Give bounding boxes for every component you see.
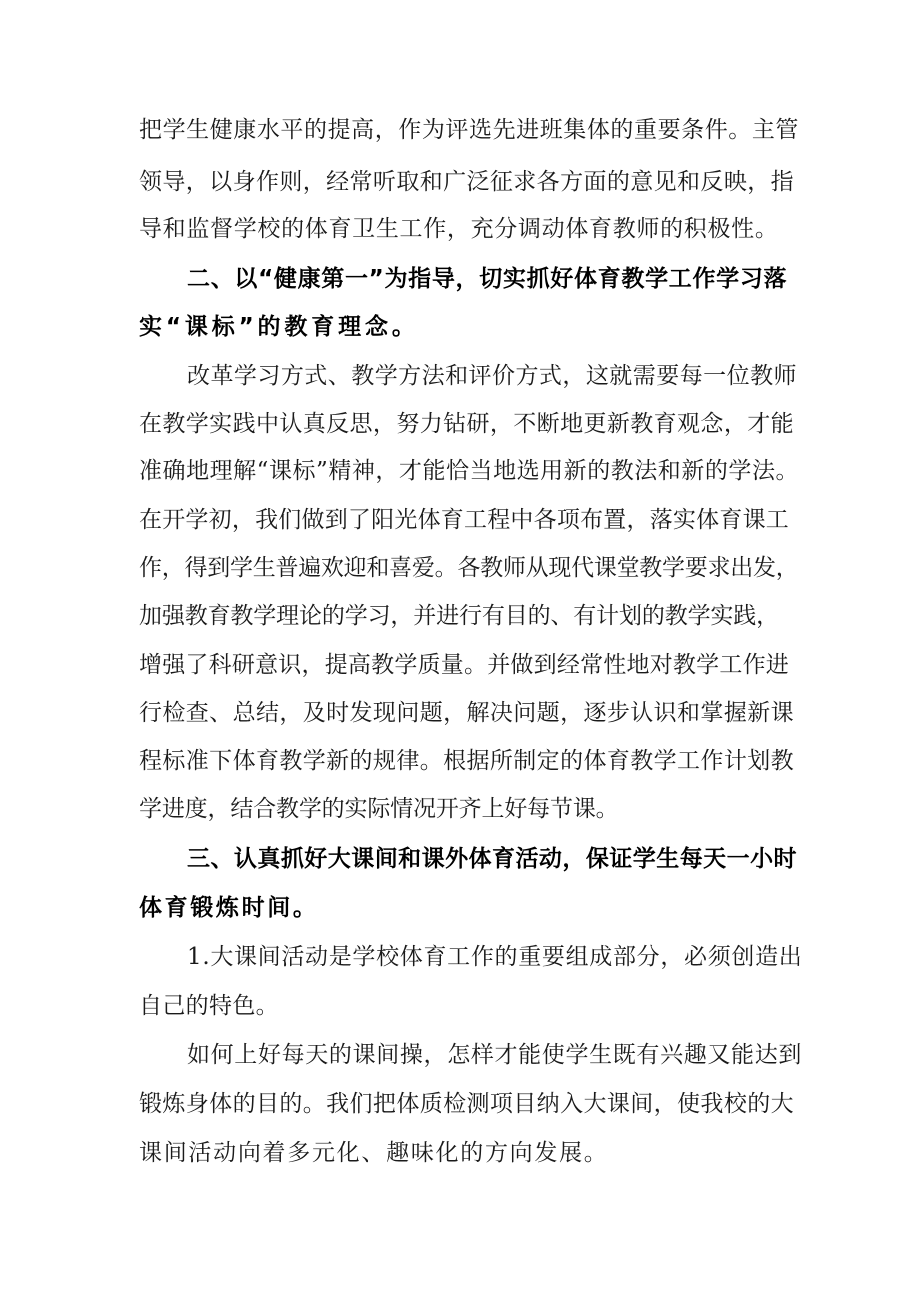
body-text-line: 课间活动向着多元化、趣味化的方向发展。 xyxy=(139,1140,609,1166)
section-heading: 体育锻炼时间。 xyxy=(139,895,319,921)
body-text-line: 学进度，结合教学的实际情况开齐上好每节课。 xyxy=(139,796,619,822)
body-text-line: 作，得到学生普遍欢迎和喜爱。各教师从现代课堂教学要求出发， xyxy=(139,555,799,581)
body-text-line: 改革学习方式、教学方法和评价方式，这就需要每一位教师 xyxy=(187,363,797,389)
body-text-line: 导和监督学校的体育卫生工作，充分调动体育教师的积极性。 xyxy=(139,216,779,242)
body-text-line: 如何上好每天的课间操，怎样才能使学生既有兴趣又能达到 xyxy=(187,1042,802,1068)
section-heading: 二、以“健康第一”为指导，切实抓好体育教学工作学习落 xyxy=(187,266,788,292)
body-text-line: 准确地理解“课标”精神，才能恰当地选用新的教法和新的学法。 xyxy=(139,458,800,484)
body-text-line: 在开学初，我们做到了阳光体育工程中各项布置，落实体育课工 xyxy=(139,507,789,533)
body-text-line: 增强了科研意识，提高教学质量。并做到经常性地对教学工作进 xyxy=(139,652,789,678)
body-text-line: 在教学实践中认真反思，努力钻研，不断地更新教育观念，才能 xyxy=(139,411,794,437)
body-text-line: 自己的特色。 xyxy=(139,993,279,1019)
body-text-line: 把学生健康水平的提高，作为评选先进班集体的重要条件。主管 xyxy=(139,117,799,143)
body-text-line: 锻炼身体的目的。我们把体质检测项目纳入大课间，使我校的大 xyxy=(139,1091,794,1117)
body-text-line: 1.大课间活动是学校体育工作的重要组成部分，必须创造出 xyxy=(187,944,803,970)
body-text-line: 行检查、总结，及时发现问题，解决问题，逐步认识和掌握新课 xyxy=(139,700,794,726)
body-text-line: 加强教育教学理论的学习，并进行有目的、有计划的教学实践， xyxy=(139,603,780,629)
section-heading: 三、认真抓好大课间和课外体育活动，保证学生每天一小时 xyxy=(187,846,797,872)
body-text-line: 领导，以身作则，经常听取和广泛征求各方面的意见和反映，指 xyxy=(139,169,794,195)
section-heading: 实“课标”的教育理念。 xyxy=(139,314,419,340)
body-text-line: 程标准下体育教学新的规律。根据所制定的体育教学工作计划教 xyxy=(139,748,794,774)
